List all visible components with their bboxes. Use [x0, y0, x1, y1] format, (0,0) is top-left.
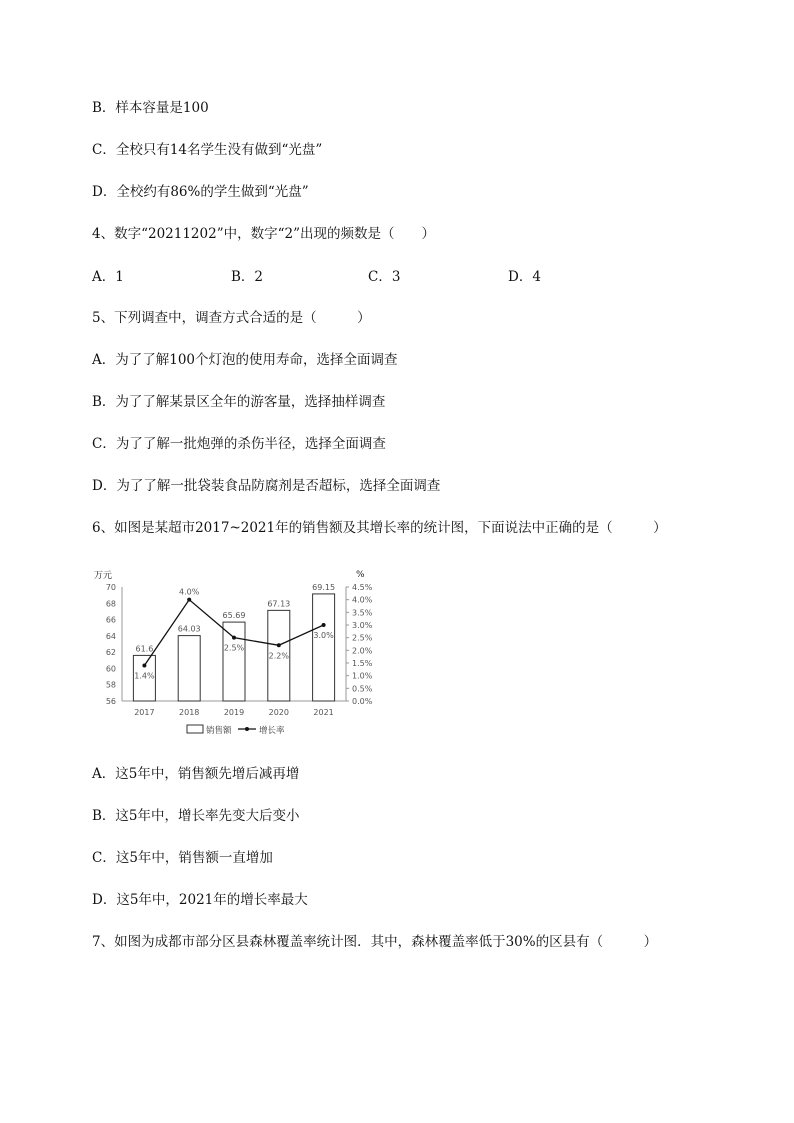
growth-rate-label: 2.5% — [223, 643, 245, 653]
sales-bar — [178, 636, 200, 701]
sales-chart — [90, 563, 390, 743]
question-5: 5、下列调查中，调查方式合适的是（ ） — [92, 310, 371, 326]
line-b-sample-size: B．样本容量是100 — [92, 100, 209, 116]
right-tick-label: 4.5% — [352, 583, 373, 592]
left-tick-label: 66 — [105, 615, 116, 625]
line-c-fourteen-students: C．全校只有14名学生没有做到“光盘” — [92, 142, 323, 158]
left-axis-unit: 万元 — [94, 571, 113, 581]
right-tick-label: 2.5% — [352, 633, 373, 643]
legend-bar-swatch — [187, 725, 203, 733]
growth-rate-point — [142, 664, 146, 668]
left-tick-label: 68 — [105, 599, 116, 609]
x-tick-label: 2021 — [313, 708, 334, 717]
right-tick-label: 1.0% — [352, 671, 373, 681]
x-tick-label: 2020 — [268, 708, 289, 717]
q4-option-a: A．1 — [92, 269, 124, 285]
left-tick-label: 70 — [105, 583, 116, 592]
growth-rate-label: 1.4% — [134, 671, 155, 681]
right-tick-label: 2.0% — [352, 646, 373, 656]
growth-rate-label: 4.0% — [179, 587, 200, 597]
q5-option-d: D．为了了解一批袋装食品防腐剂是否超标，选择全面调查 — [92, 478, 441, 494]
sales-bar — [313, 594, 335, 701]
q6-option-b: B．这5年中，增长率先变大后变小 — [92, 808, 300, 824]
question-6: 6、如图是某超市2017~2021年的销售额及其增长率的统计图，下面说法中正确的是（ ） — [92, 520, 667, 536]
q5-option-b: B．为了了解某景区全年的游客量，选择抽样调查 — [92, 394, 386, 410]
growth-rate-label: 3.0% — [313, 631, 334, 640]
q4-option-b: B．2 — [231, 269, 264, 285]
sales-bar-label: 67.13 — [267, 599, 291, 609]
growth-rate-point — [277, 643, 281, 647]
sales-bar-label: 61.6 — [135, 644, 154, 654]
left-tick-label: 60 — [105, 664, 116, 674]
x-tick-label: 2018 — [179, 708, 200, 717]
growth-rate-point — [322, 623, 326, 627]
q4-option-d: D．4 — [508, 269, 541, 285]
legend-line-marker — [245, 727, 249, 731]
right-axis-unit: % — [356, 570, 365, 580]
sales-bar-label: 64.03 — [177, 624, 201, 634]
growth-rate-point — [232, 636, 236, 640]
question-7: 7、如图为成都市部分区县森林覆盖率统计图．其中，森林覆盖率低于30%的区县有（ ） — [92, 934, 658, 950]
q5-option-a: A．为了了解100个灯泡的使用寿命，选择全面调查 — [92, 352, 398, 368]
q4-option-c: C．3 — [368, 269, 401, 285]
right-tick-label: 0.5% — [352, 684, 373, 694]
legend-line-label: 增长率 — [259, 726, 285, 736]
legend-bar-label: 销售额 — [206, 726, 232, 736]
right-tick-label: 1.5% — [352, 659, 373, 668]
x-tick-label: 2017 — [134, 708, 155, 717]
q6-option-a: A．这5年中，销售额先增后减再增 — [92, 766, 300, 782]
q6-option-d: D．这5年中，2021年的增长率最大 — [92, 892, 308, 908]
left-tick-label: 56 — [105, 697, 116, 706]
right-tick-label: 0.0% — [352, 697, 373, 706]
sales-bar-label: 69.15 — [312, 582, 336, 592]
sales-bar — [223, 622, 245, 701]
q5-option-c: C．为了了解一批炮弹的杀伤半径，选择全面调查 — [92, 436, 386, 452]
question-4: 4、数字“20211202”中，数字“2”出现的频数是（ ） — [92, 226, 435, 242]
right-tick-label: 4.0% — [352, 595, 373, 605]
line-d-eighty-six-percent: D．全校约有86%的学生做到“光盘” — [92, 184, 309, 200]
right-tick-label: 3.0% — [352, 621, 373, 630]
x-tick-label: 2019 — [223, 708, 245, 717]
sales-bar-label: 65.69 — [222, 611, 246, 621]
left-tick-label: 58 — [105, 680, 116, 690]
right-tick-label: 3.5% — [352, 608, 373, 618]
left-tick-label: 62 — [105, 648, 116, 658]
q6-option-c: C．这5年中，销售额一直增加 — [92, 850, 273, 866]
growth-rate-label: 2.2% — [268, 651, 289, 661]
left-tick-label: 64 — [105, 631, 116, 641]
growth-rate-point — [187, 598, 191, 602]
